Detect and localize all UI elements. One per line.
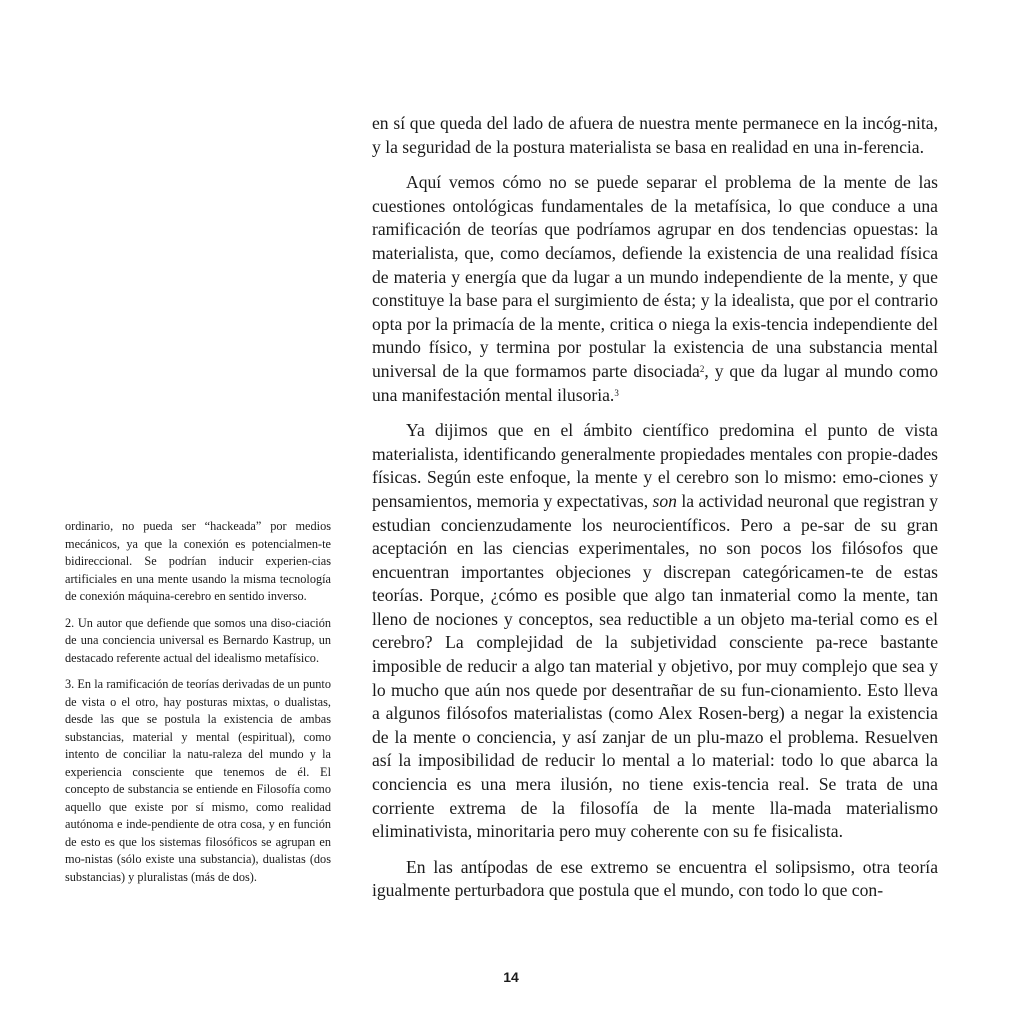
paragraph-materialism-rest: la actividad neuronal que registran y estudian concienzudamente los neurocientíficos. Pero a pe-sar de su gran aceptación en las ciencias experimentales, no son pocos los filósofos que encuentran importantes objeciones y discrepan categóricamen-te de estas teorías. Porque, ¿cómo es posible que algo tan inmaterial como la mente, tan lleno de nociones y conceptos, sea reductible a un objeto ma-terial como es el cerebro? La complejidad de la subjetividad consciente pa-rece bastante imposible de reducir a algo tan material y objetivo, por muy complejo que sea y lo mucho que aún nos quede por desentrañar de su fun-cionamiento. Esto lleva a algunos filósofos materialistas (como Alex Rosen-berg) a negar la existencia de la mente o conciencia, y así zanjar de un plu-mazo el problema. Resuelven así la imposibilidad de reducir lo mental a lo material: todo lo que abarca la conciencia es una mera ilusión, no tiene exis-tencia real. Se trata de una corriente extrema de la filosofía de la mente lla-mada materialismo eliminativista, minoritaria pero muy coherente con su fe fisicalista.: [372, 490, 938, 842]
paragraph-materialism-start: Ya dijimos que en el ámbito científico predomina el punto de vista materialista, identificando generalmente propiedades mentales con propie-dades físicas. Según este enfoque, la mente y el cerebro son lo mismo: emo-ciones y pensamientos, memoria y expectativas,: [372, 420, 938, 511]
paragraph-ontology-end: , y que da lugar al mundo como una manifestación mental ilusoria.: [372, 360, 938, 405]
page-number: 14: [503, 969, 519, 985]
footnote-continued: ordinario, no pueda ser “hackeada” por medios mecánicos, ya que la conexión es potencialmen-te bidireccional. Se podrían inducir experien-cias artificiales en una mente usando la misma tecnología de conexión máquina-cerebro en sentido inverso.: [65, 519, 331, 603]
footnote-ref-2: 2: [699, 363, 705, 374]
emphasis-son: son: [652, 490, 677, 511]
footnote-3: 3. En la ramificación de teorías derivadas de un punto de vista o el otro, hay posturas mixtas, o dualistas, desde las que se postula la existencia de ambas substancias, material y mental (espiritual), como intento de conciliar la natu-raleza del mundo y la experiencia consciente que tenemos de él. El concepto de substancia se entiende en Filosofía como aquello que existe por sí mismo, como realidad autónoma e inde-pendiente de otra cosa, y en función de esto es que los sistemas filosóficos se agrupan en mo-nistas (sólo existe una substancia), dualistas (dos substancias) y pluralistas (más de dos).: [65, 677, 331, 884]
paragraph-materialism: [372, 419, 938, 844]
footnote-2: 2. Un autor que defiende que somos una diso-ciación de una conciencia universal es Bernardo Kastrup, un destacado referente actual del idealismo metafísico.: [65, 615, 331, 665]
footnote-ref-3: 3: [614, 387, 619, 398]
paragraph-continued: en sí que queda del lado de afuera de nuestra mente permanece en la incóg-nita, y la seguridad de la postura materialista se basa en realidad en una in-ferencia.: [372, 113, 938, 157]
footnotes-column: [65, 518, 331, 886]
paragraph-ontology: [372, 171, 938, 407]
paragraph-ontology-text: Aquí vemos cómo no se puede separar el problema de la mente de las cuestiones ontológicas fundamentales de la metafísica, lo que conduce a una ramificación de teorías que podríamos agrupar en dos tendencias opuestas: la materialista, que, como decíamos, defiende la existencia de una realidad física de materia y energía que da lugar a un mundo independiente de la mente, y que constituye la base para el surgimiento de ésta; y la idealista, que por el contrario opta por la primacía de la mente, critica o niega la exis-tencia independiente del mundo físico, y termina por postular la existencia de una substancia mental universal de la que formamos parte disociada: [372, 172, 938, 381]
main-text-column: [372, 112, 938, 903]
paragraph-solipsism: En las antípodas de ese extremo se encuentra el solipsismo, otra teoría igualmente perturbadora que postula que el mundo, con todo lo que con-: [372, 856, 938, 901]
